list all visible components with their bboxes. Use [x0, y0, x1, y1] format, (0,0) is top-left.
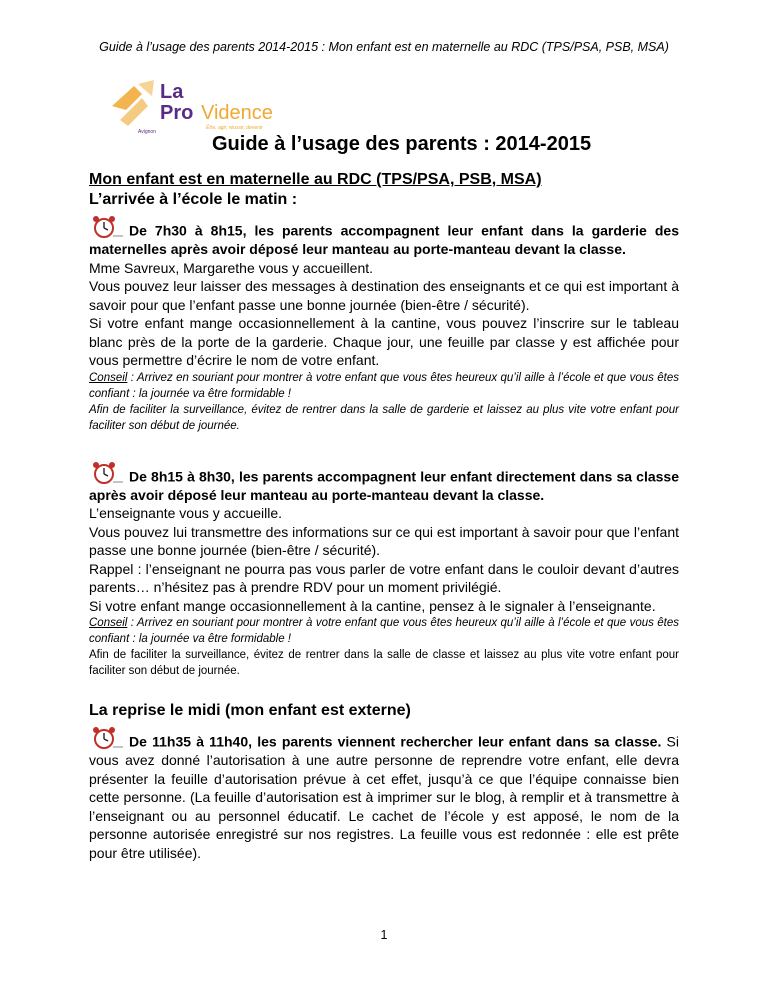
arrival-block-late — [89, 460, 679, 680]
arrival-late-lead: De 8h15 à 8h30, les parents accompagnent leur enfant directement dans sa classe après avoir déposé leur manteau au porte-manteau devant la classe. — [89, 468, 679, 503]
logo-mark — [108, 76, 288, 136]
arrival-early-line2: Vous pouvez leur laisser des messages à destination des enseignants et ce qui est important à savoir pour que l’enfant passe une bonne journée (bien-être / sécurité). — [89, 278, 679, 313]
midday-lead: De 11h35 à 11h40, les parents viennent rechercher leur enfant dans sa classe. — [129, 733, 662, 750]
arrival-late-line3: Rappel : l’enseignant ne pourra pas vous parler de votre enfant dans le couloir devant d’autres parents… n’hésitez pas à prendre RDV pour un moment privilégié. — [89, 560, 679, 595]
logo-la: La — [160, 81, 184, 103]
arrival-late-line2: Vous pouvez lui transmettre des informations sur ce qui est important à savoir pour que l’enfant passe une bonne journée (bien-être / sécurité). — [89, 523, 679, 558]
arrival-late-line4: Si votre enfant mange occasionnellement à la cantine, pensez à le signaler à l’enseignante. — [89, 597, 656, 614]
arrival-early-line1: Mme Savreux, Margarethe vous y accueillent. — [89, 259, 374, 276]
arrival-early-line3: Si votre enfant mange occasionnellement à la cantine, vous pouvez l’inscrire sur le tableau blanc près de la porte de la garderie. Chaque jour, une feuille par classe y est affichée pour vous permettre d’écrire le nom de votre enfant. — [89, 315, 679, 368]
document-subtitle: Mon enfant est en maternelle au RDC (TPS/PSA, PSB, MSA) — [89, 171, 542, 188]
school-logo — [108, 76, 288, 136]
conseil-text: : Arrivez en souriant pour montrer à votre enfant que vous êtes heureux qu’il aille à l’école et que vous êtes confiant : la journée va être formidable ! — [89, 617, 679, 645]
alarm-clock-icon — [89, 725, 125, 751]
conseil-label: Conseil — [89, 617, 128, 629]
alarm-clock-icon — [89, 214, 125, 240]
arrival-block-early — [89, 214, 679, 434]
alarm-clock-icon — [89, 460, 125, 486]
section-heading-arrival: L’arrivée à l’école le matin : — [89, 191, 298, 208]
logo-vidence: Vidence — [201, 102, 273, 124]
running-header: Guide à l’usage des parents 2014-2015 : Mon enfant est en maternelle au RDC (TPS/PSA, PSB, MSA) — [99, 40, 669, 54]
logo-tagline: Être, agir, réussir, devenir — [206, 125, 263, 131]
conseil-text: : Arrivez en souriant pour montrer à votre enfant que vous êtes heureux qu’il aille à l’école et que vous êtes confiant : la journée va être formidable ! — [89, 371, 679, 400]
section-heading-midday: La reprise le midi (mon enfant est externe) — [89, 702, 411, 719]
arrival-late-afin: Afin de faciliter la surveillance, évitez de rentrer dans la salle de classe et laissez au plus vite votre enfant pour faciliter son début de journée. — [89, 649, 679, 677]
arrival-early-lead: De 7h30 à 8h15, les parents accompagnent leur enfant dans la garderie des maternelles après avoir déposé leur manteau au porte-manteau devant la classe. — [89, 222, 679, 257]
document-title: Guide à l’usage des parents : 2014-2015 — [212, 133, 592, 155]
page-number: 1 — [380, 928, 388, 942]
logo-city: Avignon — [138, 129, 156, 135]
arrival-late-line1: L’enseignante vous y accueille. — [89, 505, 283, 521]
midday-block — [89, 725, 679, 862]
arrival-early-afin: Afin de faciliter la surveillance, évitez de rentrer dans la salle de garderie et laissez au plus vite votre enfant pour faciliter son début de journée. — [89, 403, 679, 432]
midday-text: Si vous avez donné l’autorisation à une autre personne de reprendre votre enfant, elle devra présenter la feuille d’autorisation prévue à cet effet, jusqu’à ce que l’équipe connaisse bien cette personne. (La feuille d’autorisation est à imprimer sur le blog, à remplir et à transmettre à l’enseignant ou au personnel éducatif. Le cachet de l’école y est apposé, le nom de la personne autorisée enregistré sur nos registres. La feuille vous est redonnée : elle est prête pour être utilisée). — [89, 733, 679, 861]
conseil-label: Conseil — [89, 371, 128, 384]
logo-pro: Pro — [160, 102, 194, 124]
document-body — [89, 170, 679, 862]
